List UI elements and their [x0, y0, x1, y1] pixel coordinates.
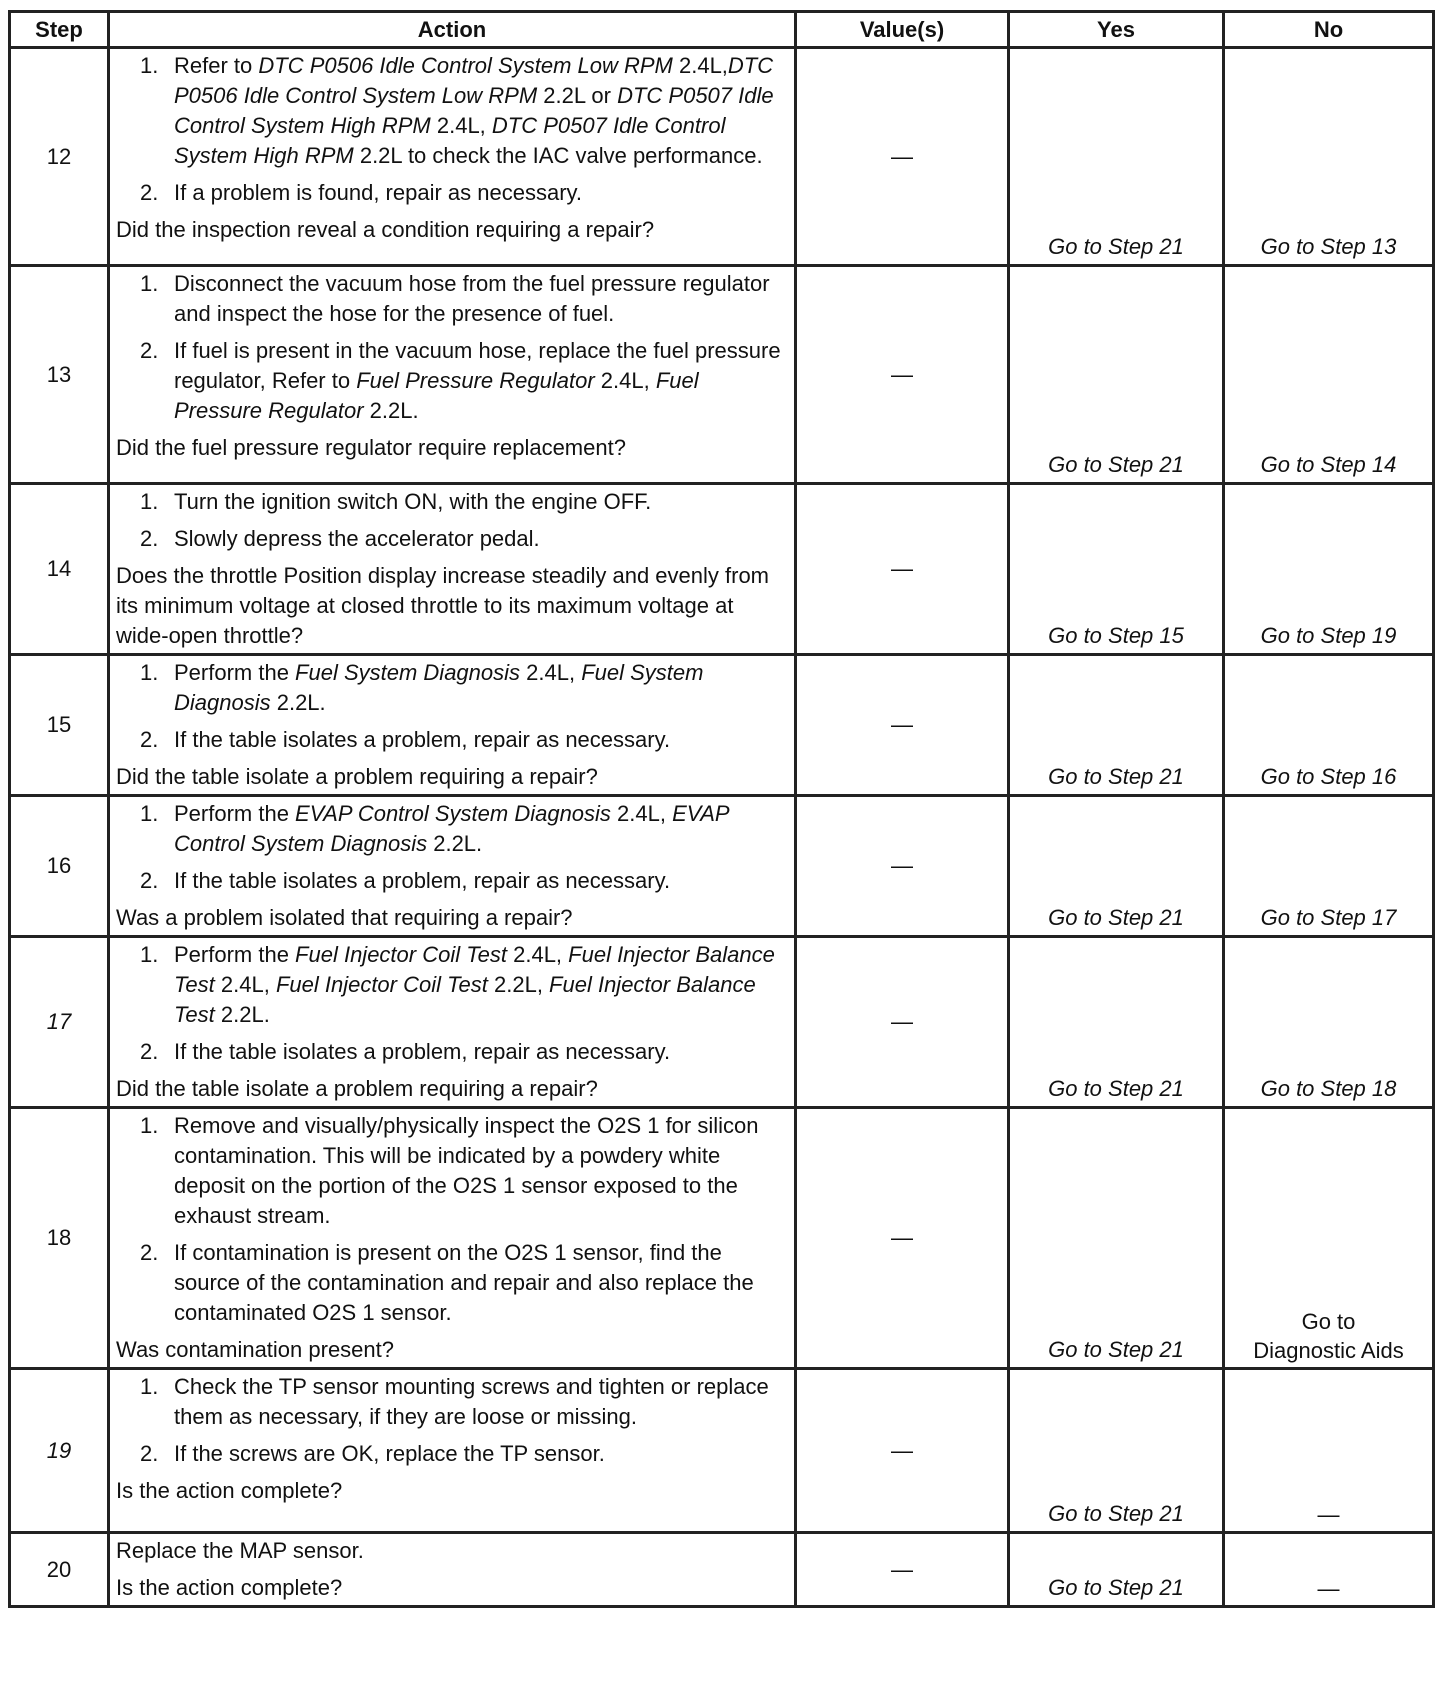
action-steps	[116, 269, 790, 426]
no-outcome: Go to Step 13	[1224, 48, 1434, 266]
step-number: 17	[10, 937, 109, 1108]
action-step: 2. If the table isolates a problem, repair as necessary.	[116, 725, 790, 755]
action-step-number: 1.	[140, 1113, 159, 1138]
action-step: 2. If the screws are OK, replace the TP sensor.	[116, 1439, 790, 1469]
table-row	[10, 1533, 1434, 1607]
action-step: 1. Check the TP sensor mounting screws and tighten or replace them as necessary, if they are loose or missing.	[140, 1374, 769, 1429]
header-yes: Yes	[1009, 12, 1224, 48]
action-steps	[116, 1372, 790, 1469]
yes-outcome: Go to Step 21	[1009, 655, 1224, 796]
table-row	[10, 266, 1434, 484]
no-outcome: Go to Step 19	[1224, 484, 1434, 655]
action-steps	[116, 940, 790, 1067]
yes-outcome: Go to Step 21	[1009, 48, 1224, 266]
yes-outcome: Go to Step 21	[1009, 266, 1224, 484]
action-step: 2. If the table isolates a problem, repair as necessary.	[116, 1037, 790, 1067]
step-number: 12	[10, 48, 109, 266]
action-step: 2. If the table isolates a problem, repair as necessary.	[116, 866, 790, 896]
action-step-number: 2.	[140, 180, 159, 205]
action-step-number: 2.	[140, 1441, 159, 1466]
step-number: 14	[10, 484, 109, 655]
header-no: No	[1224, 12, 1434, 48]
action-step: 2. Slowly depress the accelerator pedal.	[116, 524, 790, 554]
step-number: 19	[10, 1369, 109, 1533]
table-row	[10, 937, 1434, 1108]
action-step: 2. If contamination is present on the O2S 1 sensor, find the source of the contamination and repair and also replace the contaminated O2S 1 sensor.	[140, 1240, 754, 1325]
table-row	[10, 655, 1434, 796]
action-cell	[109, 796, 796, 937]
procedure-reference: EVAP Control System Diagnosis	[295, 801, 611, 826]
action-step: 1. Perform the Fuel System Diagnosis 2.4L, Fuel System Diagnosis 2.2L.	[140, 660, 704, 715]
action-instruction: Replace the MAP sensor.	[116, 1538, 364, 1563]
procedure-reference: Fuel Injector Balance Test	[174, 972, 756, 1027]
action-step: 1. Turn the ignition switch ON, with the engine OFF.	[116, 487, 790, 517]
action-steps	[116, 658, 790, 755]
header-values: Value(s)	[796, 12, 1009, 48]
action-cell	[109, 266, 796, 484]
action-step-number: 2.	[140, 1240, 159, 1265]
action-cell	[109, 937, 796, 1108]
procedure-reference: Fuel Injector Coil Test	[295, 942, 507, 967]
value-cell: —	[796, 1108, 1009, 1369]
header-action: Action	[109, 12, 796, 48]
action-steps	[116, 51, 790, 208]
diagnostic-table	[8, 10, 1435, 1608]
no-outcome: Go to Step 17	[1224, 796, 1434, 937]
yes-outcome: Go to Step 15	[1009, 484, 1224, 655]
action-step: 1. Remove and visually/physically inspect the O2S 1 for silicon contamination. This will be indicated by a powdery white deposit on the portion of the O2S 1 sensor exposed to the exhaust stream.	[140, 1113, 759, 1228]
no-outcome: —	[1224, 1369, 1434, 1533]
action-step: 2. If a problem is found, repair as necessary.	[116, 178, 790, 208]
yes-outcome: Go to Step 21	[1009, 1533, 1224, 1607]
value-cell: —	[796, 484, 1009, 655]
step-number: 20	[10, 1533, 109, 1607]
yes-outcome: Go to Step 21	[1009, 1108, 1224, 1369]
no-outcome: Go to Diagnostic Aids	[1224, 1108, 1434, 1369]
procedure-reference: DTC P0507 Idle Control System High RPM	[174, 83, 774, 138]
action-step-number: 1.	[140, 660, 159, 685]
action-question: Did the table isolate a problem requiring a repair?	[116, 1076, 598, 1101]
header-row	[10, 12, 1434, 48]
table-row	[10, 796, 1434, 937]
action-cell	[109, 1533, 796, 1607]
action-question: Is the action complete?	[116, 1575, 343, 1600]
yes-outcome: Go to Step 21	[1009, 796, 1224, 937]
step-number: 13	[10, 266, 109, 484]
action-cell	[109, 655, 796, 796]
diagnostic-table-page	[8, 10, 1432, 1608]
value-cell: —	[796, 266, 1009, 484]
action-question: Did the fuel pressure regulator require replacement?	[116, 435, 626, 460]
action-step: 1. Disconnect the vacuum hose from the fuel pressure regulator and inspect the hose for the presence of fuel.	[140, 271, 770, 326]
procedure-reference: EVAP Control System Diagnosis	[174, 801, 729, 856]
action-steps	[116, 1111, 790, 1328]
no-outcome: Go to Step 18	[1224, 937, 1434, 1108]
procedure-reference: Fuel Injector Balance Test	[174, 942, 775, 997]
step-number: 15	[10, 655, 109, 796]
value-cell: —	[796, 937, 1009, 1108]
procedure-reference: Fuel System Diagnosis	[295, 660, 521, 685]
header-step: Step	[10, 12, 109, 48]
value-cell: —	[796, 796, 1009, 937]
action-step-number: 2.	[140, 868, 159, 893]
action-question: Did the inspection reveal a condition requiring a repair?	[116, 217, 655, 242]
no-outcome: Go to Step 14	[1224, 266, 1434, 484]
action-steps	[116, 799, 790, 896]
no-outcome: Go to Step 16	[1224, 655, 1434, 796]
step-number: 18	[10, 1108, 109, 1369]
procedure-reference: Fuel Pressure Regulator	[356, 368, 595, 393]
action-cell	[109, 1108, 796, 1369]
table-row	[10, 1108, 1434, 1369]
action-step-number: 1.	[140, 489, 159, 514]
action-step: 1. Perform the EVAP Control System Diagnosis 2.4L, EVAP Control System Diagnosis 2.2L.	[140, 801, 729, 856]
value-cell: —	[796, 1369, 1009, 1533]
table-row	[10, 1369, 1434, 1533]
procedure-reference: Fuel System Diagnosis	[174, 660, 704, 715]
yes-outcome: Go to Step 21	[1009, 937, 1224, 1108]
action-steps	[116, 487, 790, 554]
procedure-reference: Fuel Pressure Regulator	[174, 368, 699, 423]
action-step: 1. Perform the Fuel Injector Coil Test 2.4L, Fuel Injector Balance Test 2.4L, Fuel Injector Coil Test 2.2L, Fuel Injector Balance Test 2.2L.	[140, 942, 775, 1027]
action-cell	[109, 484, 796, 655]
yes-outcome: Go to Step 21	[1009, 1369, 1224, 1533]
action-step-number: 2.	[140, 1039, 159, 1064]
action-question: Was a problem isolated that requiring a repair?	[116, 905, 573, 930]
action-step-number: 1.	[140, 271, 159, 296]
action-step-number: 2.	[140, 727, 159, 752]
procedure-reference: DTC P0506 Idle Control System Low RPM	[174, 53, 774, 108]
action-step-number: 1.	[140, 1374, 159, 1399]
action-step-number: 1.	[140, 942, 159, 967]
action-step-number: 1.	[140, 53, 159, 78]
procedure-reference: DTC P0507 Idle Control System High RPM	[174, 113, 726, 168]
action-step: 2. If fuel is present in the vacuum hose, replace the fuel pressure regulator, Refer to Fuel Pressure Regulator 2.4L, Fuel Pressure Regulator 2.2L.	[140, 338, 781, 423]
action-step-number: 2.	[140, 526, 159, 551]
action-step: 1. Refer to DTC P0506 Idle Control System Low RPM 2.4L,DTC P0506 Idle Control System Low RPM 2.2L or DTC P0507 Idle Control System High RPM 2.4L, DTC P0507 Idle Control System High RPM 2.2L to check the IAC valve performance.	[140, 53, 774, 168]
action-text	[116, 1536, 790, 1603]
action-cell	[109, 1369, 796, 1533]
action-cell	[109, 48, 796, 266]
value-cell: —	[796, 655, 1009, 796]
action-question: Does the throttle Position display increase steadily and evenly from its minimum voltage at closed throttle to its maximum voltage at wide-open throttle?	[116, 563, 770, 648]
action-question: Was contamination present?	[116, 1337, 394, 1362]
value-cell: —	[796, 48, 1009, 266]
action-question: Did the table isolate a problem requiring a repair?	[116, 764, 598, 789]
action-question: Is the action complete?	[116, 1478, 343, 1503]
step-number: 16	[10, 796, 109, 937]
no-outcome: —	[1224, 1533, 1434, 1607]
table-row	[10, 484, 1434, 655]
procedure-reference: Fuel Injector Coil Test	[275, 972, 488, 997]
table-row	[10, 48, 1434, 266]
action-step-number: 1.	[140, 801, 159, 826]
action-step-number: 2.	[140, 338, 159, 363]
value-cell: —	[796, 1533, 1009, 1607]
procedure-reference: DTC P0506 Idle Control System Low RPM	[258, 53, 673, 78]
